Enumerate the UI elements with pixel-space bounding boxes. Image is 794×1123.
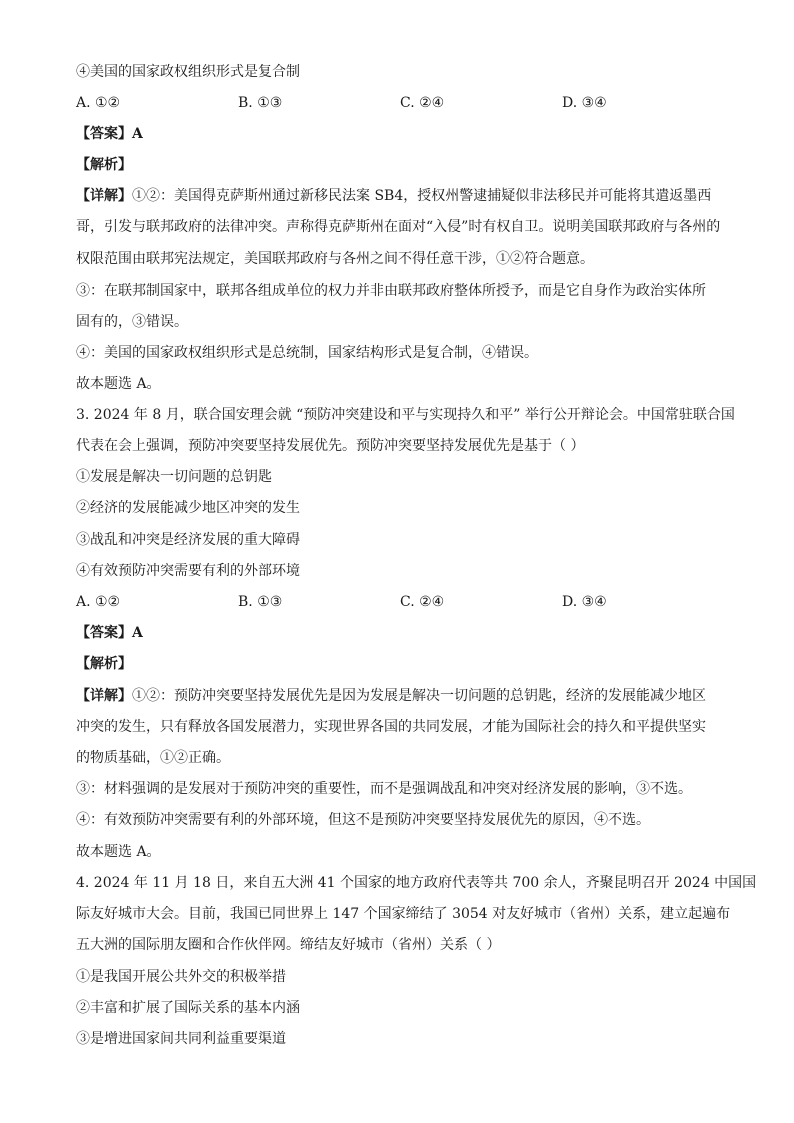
q3-item-3: ③战乱和冲突是经济发展的重大障碍: [76, 532, 300, 548]
q3-detail-label: 【详解】: [76, 688, 132, 704]
q3-detail-line-1: 【详解】①②：预防冲突要坚持发展优先是因为发展是解决一切问题的总钥匙，经济的发展能减少地区: [76, 688, 706, 704]
q3-answer-value: A: [132, 625, 143, 641]
q2-detail-3-line-2: 固有的，③错误。: [76, 314, 188, 330]
q3-detail-3: ③：材料强调的是发展对于预防冲突的重要性，而不是强调战乱和冲突对经济发展的影响，③不选。: [76, 781, 692, 797]
q4-stem-line-2: 际友好城市大会。目前，我国已同世界上 147 个国家缔结了 3054 对友好城市（省州）关系，建立起遍布: [76, 906, 731, 922]
q2-option-c: C. ②④: [400, 95, 445, 111]
q2-option-a: A. ①②: [76, 95, 121, 111]
q3-item-2: ②经济的发展能减少地区冲突的发生: [76, 500, 300, 516]
q3-option-b: B. ①③: [238, 594, 283, 610]
q2-answer-value: A: [132, 126, 143, 142]
q4-item-2: ②丰富和扩展了国际关系的基本内涵: [76, 1000, 300, 1016]
q2-option-b: B. ①③: [238, 95, 283, 111]
q2-detail-4: ④：美国的国家政权组织形式是总统制，国家结构形式是复合制，④错误。: [76, 345, 538, 361]
q3-stem-line-2: 代表在会上强调，预防冲突要坚持发展优先。预防冲突要坚持发展优先是基于（ ）: [76, 438, 585, 454]
q3-answer: [76, 623, 143, 643]
q2-detail-line-2: 哥，引发与联邦政府的法律冲突。声称得克萨斯州在面对“入侵”时有权自卫。说明美国联邦政府与各州的: [76, 219, 721, 235]
q3-option-c: C. ②④: [400, 594, 445, 610]
q2-detail-label: 【详解】: [76, 188, 132, 204]
q2-option-d: D. ③④: [562, 95, 607, 111]
q4-item-3: ③是增进国家间共同利益重要渠道: [76, 1031, 286, 1047]
q4-item-1: ①是我国开展公共外交的积极举措: [76, 969, 286, 985]
q3-item-4: ④有效预防冲突需要有利的外部环境: [76, 563, 300, 579]
q3-detail-line-3: 的物质基础，①②正确。: [76, 750, 230, 766]
q4-stem-line-3: 五大洲的国际朋友圈和合作伙伴网。缔结友好城市（省州）关系（ ）: [76, 937, 501, 953]
q2-answer-label: 【答案】: [76, 126, 132, 142]
q2-item-4: ④美国的国家政权组织形式是复合制: [76, 64, 300, 80]
q2-answer: [76, 124, 143, 144]
q3-detail-4: ④：有效预防冲突需要有利的外部环境，但这不是预防冲突要坚持发展优先的原因，④不选。: [76, 812, 650, 828]
q3-analysis-title: 【解析】: [76, 656, 132, 672]
q3-option-a: A. ①②: [76, 594, 121, 610]
q3-option-d: D. ③④: [562, 594, 607, 610]
q2-detail-line-3: 权限范围由联邦宪法规定，美国联邦政府与各州之间不得任意干涉，①②符合题意。: [76, 251, 594, 267]
q2-detail-3-line-1: ③：在联邦制国家中，联邦各组成单位的权力并非由联邦政府整体所授予，而是它自身作为政治实体所: [76, 283, 706, 299]
q2-detail-line-1: 【详解】①②：美国得克萨斯州通过新移民法案 SB4，授权州警逮捕疑似非法移民并可能将其遣返墨西: [76, 188, 712, 204]
q3-detail-line-2: 冲突的发生，只有释放各国发展潜力，实现世界各国的共同发展，才能为国际社会的持久和平提供坚实: [76, 719, 706, 735]
q3-answer-label: 【答案】: [76, 625, 132, 641]
q2-analysis-title: 【解析】: [76, 157, 132, 173]
q3-conclusion: 故本题选 A。: [76, 844, 161, 860]
q3-stem-line-1: 3. 2024 年 8 月，联合国安理会就 “预防冲突建设和平与实现持久和平” 举行公开辩论会。中国常驻联合国: [76, 407, 735, 423]
q3-item-1: ①发展是解决一切问题的总钥匙: [76, 469, 272, 485]
q2-conclusion: 故本题选 A。: [76, 376, 161, 392]
q4-stem-line-1: 4. 2024 年 11 月 18 日，来自五大洲 41 个国家的地方政府代表等共 700 余人，齐聚昆明召开 2024 中国国: [76, 875, 757, 891]
